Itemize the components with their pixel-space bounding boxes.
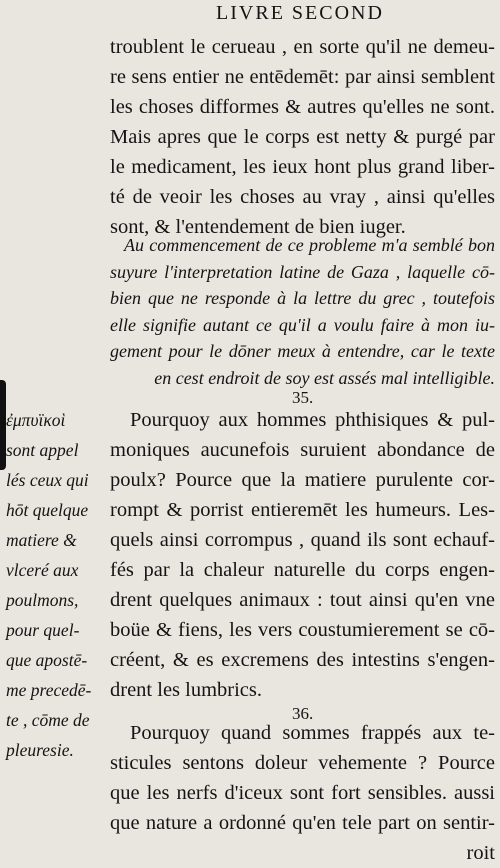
gloss-line: sont appel	[6, 440, 79, 460]
text-line: drent quelques animaux : tout ainsi qu'en vne	[110, 589, 495, 611]
text-line: créent, & es excremens des intestins s'engen-	[110, 649, 495, 671]
section-number-36: 36.	[292, 704, 314, 723]
note-line: bien que ne responde à la lettre du grec , toutefois	[110, 288, 495, 308]
note-line: Au commencement de ce probleme m'a semblé bon	[124, 235, 495, 255]
note-line: en cest endroit de soy est assés mal intelligible.	[154, 367, 495, 388]
text-line: le medicament, les ieux hont plus grand liber-	[110, 156, 495, 178]
gloss-line: poulmons,	[6, 590, 79, 610]
text-line: Mais apres que le corps est netty & purgé par	[110, 126, 495, 148]
gloss-line: matiere &	[6, 530, 77, 550]
text-line: Pourquoy quand sommes frappés aux te-	[130, 722, 495, 744]
text-line: boüe & fiens, les vers coustumierement se cō-	[110, 619, 495, 641]
text-line: moniques aucunefois suruient abondance de	[110, 439, 495, 461]
margin-gloss	[6, 405, 106, 765]
text-line: roit	[466, 842, 495, 864]
section-35-text	[110, 405, 495, 705]
note-line: suyure l'interpretation latine de Gaza , laquelle cō-	[110, 261, 495, 282]
gloss-line: que apostē-	[6, 650, 88, 670]
text-line: rompt & porrist entieremēt les humeurs. Les-	[110, 499, 495, 521]
gloss-line: pour quel-	[6, 620, 80, 640]
text-line: les choses difformes & autres qu'elles ne sont.	[110, 96, 495, 118]
gloss-line: pleuresie.	[6, 740, 74, 760]
text-line: que nature a ordonné qu'en tele part on sentir-	[110, 812, 495, 834]
running-header: LIVRE SECOND	[216, 2, 384, 24]
text-line: troublent le cerueau , en sorte qu'il ne demeu-	[110, 36, 495, 58]
gloss-line: lés ceux qui	[6, 470, 89, 490]
gloss-line: hōt quelque	[6, 500, 89, 520]
text-line: re sens entier ne entēdemēt: par ainsi semblent	[110, 66, 495, 88]
gloss-line: me precedē-	[6, 680, 92, 700]
note-line: elle signifie autant ce qu'il a voulu faire à mon iu-	[110, 314, 495, 335]
gloss-line: vlceré aux	[6, 560, 79, 580]
text-block-1	[110, 32, 495, 242]
text-line: fés par la chaleur naturelle du corps engen-	[110, 559, 495, 581]
text-line: que les nerfs d'iceux sont fort sensibles. aussi	[110, 782, 495, 804]
text-line: drent les lumbrics.	[110, 679, 263, 701]
note-line: gement pour le dōner meux à entendre, car le texte	[110, 341, 495, 361]
text-line: Pourquoy aux hommes phthisiques & pul-	[130, 409, 495, 431]
gloss-line: ἐμπυϊκοὶ	[6, 410, 66, 430]
translator-note	[110, 232, 495, 391]
text-line: poulx? Pource que la matiere purulente cor-	[110, 469, 495, 491]
section-36-text	[110, 718, 495, 868]
gloss-line: te , cōme de	[6, 710, 90, 730]
text-line: sont, & l'entendement de bien iuger.	[110, 216, 406, 238]
text-line: sticules sentons doleur vehemente ? Pource	[110, 752, 495, 774]
text-line: té de veoir les choses au vray , ainsi qu'elles	[110, 186, 495, 208]
text-line: quels ainsi corrompus , quand ils sont echauf-	[110, 529, 495, 551]
section-number-35: 35.	[292, 388, 314, 407]
